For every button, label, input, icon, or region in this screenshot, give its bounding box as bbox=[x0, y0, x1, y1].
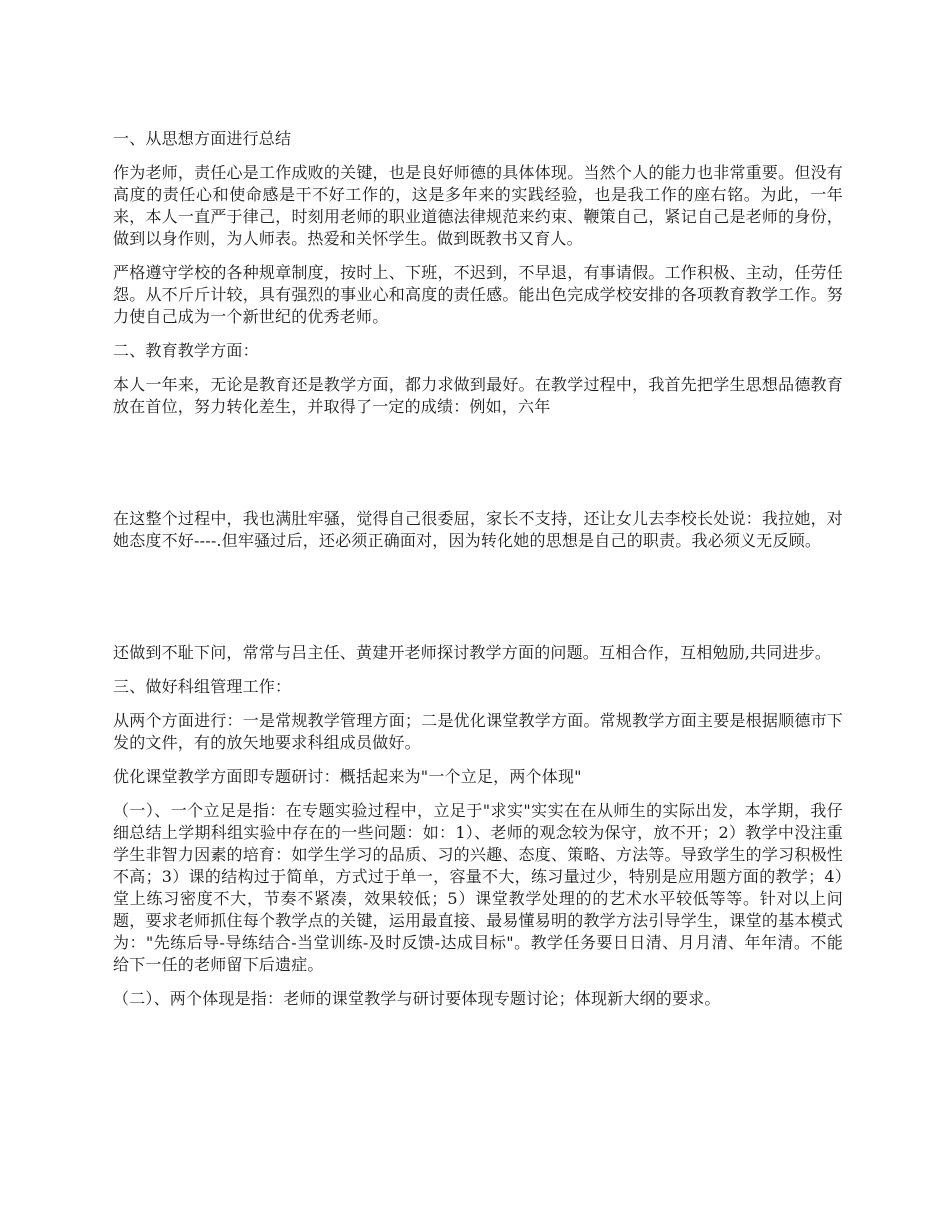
paragraph: 在这整个过程中，我也满肚牢骚，觉得自己很委屈，家长不支持，还让女儿去李校长处说：我拉她，对她态度不好----.但牢骚过后，还必须正确面对，因为转化她的思想是自己的职责。我必须义无反顾。 bbox=[113, 509, 843, 550]
paragraph: 作为老师，责任心是工作成败的关键，也是良好师德的具体体现。当然个人的能力也非常重要。但没有高度的责任心和使命感是干不好工作的，这是多年来的实践经验，也是我工作的座右铭。为此，一年来，本人一直严于律己，时刻用老师的职业道德法律规范来约束、鞭策自己，紧记自己是老师的身份，做到以身作则，为人师表。热爱和关怀学生。做到既教书又育人。 bbox=[113, 163, 843, 248]
paragraph: 本人一年来，无论是教育还是教学方面，都力求做到最好。在教学过程中，我首先把学生思想品德教育放在首位，努力转化差生，并取得了一定的成绩：例如，六年 bbox=[113, 375, 843, 416]
document-page bbox=[113, 128, 843, 1010]
paragraph: （一）、一个立足是指：在专题实验过程中，立足于"求实"实实在在从师生的实际出发，本学期，我仔细总结上学期科组实验中存在的一些问题：如：1）、老师的观念较为保守，放不开；2）教学中没注重学生非智力因素的培育：如学生学习的品质、习的兴趣、态度、策略、方法等。导致学生的学习积极性不高；3）课的结构过于简单，方式过于单一，容量不大，练习量过少，特别是应用题方面的教学；4）堂上练习密度不大，节奏不紧凑，效果较低；5）课堂教学处理的的艺术水平较低等等。针对以上问题，要求老师抓住每个教学点的关键，运用最直接、最易懂易明的教学方法引导学生，课堂的基本模式为："先练后导-导练结合-当堂训练-及时反馈-达成目标"。教学任务要日日清、月月清、年年清。不能给下一任的老师留下后遗症。 bbox=[113, 801, 843, 974]
paragraph: 还做到不耻下问，常常与吕主任、黄建开老师探讨教学方面的问题。互相合作，互相勉励,共同进步。 bbox=[113, 643, 832, 662]
paragraph: 从两个方面进行：一是常规教学管理方面；二是优化课堂教学方面。常规教学方面主要是根据顺德市下发的文件，有的放矢地要求科组成员做好。 bbox=[113, 711, 843, 752]
paragraph: 严格遵守学校的各种规章制度，按时上、下班，不迟到，不早退，有事请假。工作积极、主动，任劳任怨。从不斤斤计较，具有强烈的事业心和高度的责任感。能出色完成学校安排的各项教育教学工作。努力使自己成为一个新世纪的优秀老师。 bbox=[113, 263, 843, 326]
section-heading-2: 二、教育教学方面： bbox=[113, 341, 259, 360]
paragraph: 优化课堂教学方面即专题研讨：概括起来为"一个立足，两个体现" bbox=[113, 767, 582, 786]
section-heading-1: 一、从思想方面进行总结 bbox=[113, 129, 292, 148]
section-heading-3: 三、做好科组管理工作： bbox=[113, 677, 292, 696]
paragraph: （二）、两个体现是指：老师的课堂教学与研讨要体现专题讨论；体现新大纲的要求。 bbox=[113, 989, 721, 1008]
